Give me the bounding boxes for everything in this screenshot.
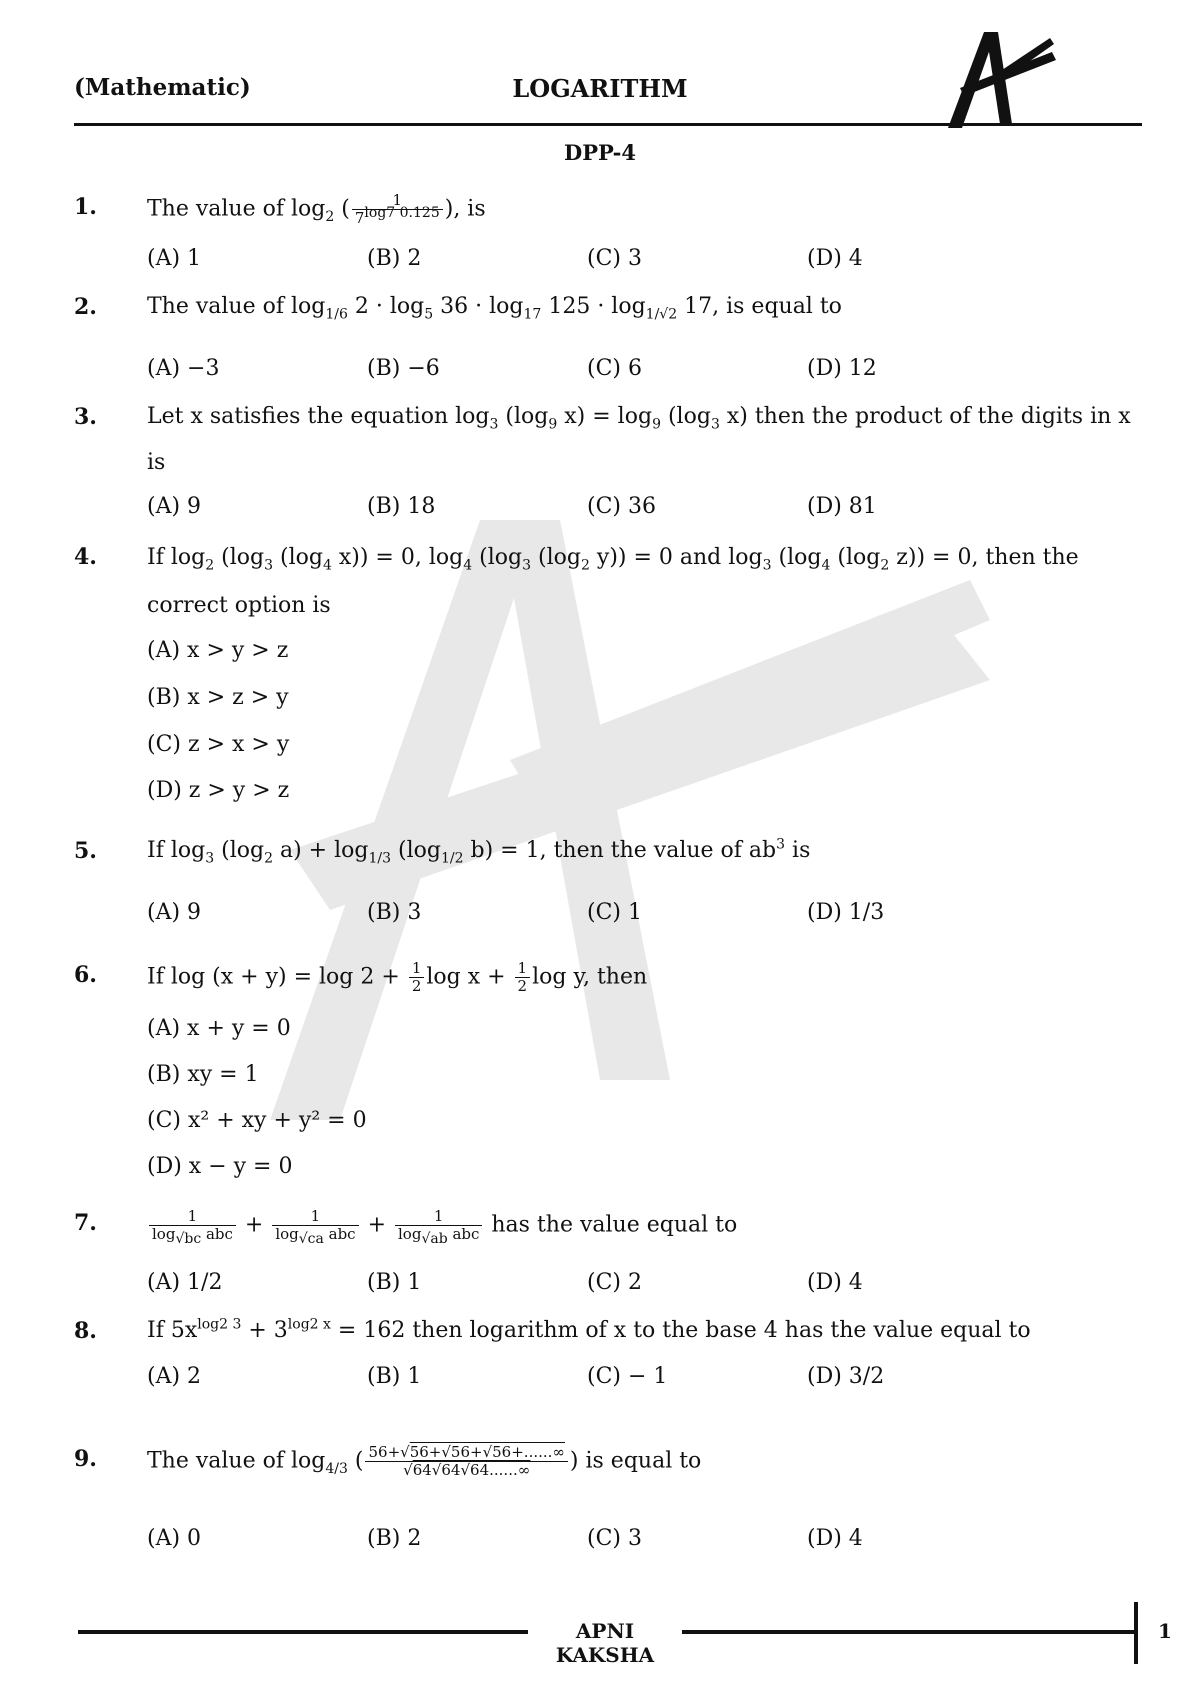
option-b: (B) 1: [367, 1270, 422, 1295]
option-c: (C) z > x > y: [147, 732, 290, 757]
option-d: (D) x − y = 0: [147, 1154, 293, 1179]
options-2: [147, 354, 1137, 384]
question-text: The value of $\log_{4/3}$ ( $\frac{56+√56+√56+√56+......\infty}{√64√64√64......\infty}$ ) is equal to: [147, 1443, 702, 1479]
option-a: (A) −3: [147, 356, 220, 381]
option-b: (B) 1: [367, 1364, 422, 1389]
option-a: (A) 0: [147, 1526, 202, 1551]
option-b: (B) x > z > y: [147, 685, 289, 710]
header-divider: [74, 123, 1142, 126]
option-a: (A) 1: [147, 246, 202, 271]
option-c: (C) 3: [587, 246, 642, 271]
question-text: If $\log_2 (\log_3$ ($\log_4$ x)) = 0, $\log_4 (\log_3$ ($\log_2$ y)) = 0 and $\log_3 (\log_4$ ($\log_2$ z)) = 0, then the correct option is: [147, 545, 1079, 618]
option-a: (A) 1/2: [147, 1270, 223, 1295]
option-c: (C) 36: [587, 494, 656, 519]
option-c: (C) x² + xy + y² = 0: [147, 1108, 367, 1133]
option-b: (B) xy = 1: [147, 1062, 259, 1087]
footer-line-right: [682, 1630, 1134, 1634]
question-text: If $\log_3 (\log_2$ $a) + \log_{1/3} (\log_{1/2}$ b) = 1, then the value of $ab^3$ is: [147, 836, 811, 867]
option-b: (B) 18: [367, 494, 436, 519]
option-c: (C) 1: [587, 900, 642, 925]
footer-brand: APNI KAKSHA: [555, 1619, 655, 1667]
option-d: (D) 1/3: [807, 900, 885, 925]
question-number: 1.: [74, 194, 97, 220]
option-b: (B) −6: [367, 356, 440, 381]
subject-label: (Mathematic): [74, 74, 251, 101]
question-number: 8.: [74, 1318, 97, 1344]
options-3: [147, 492, 1137, 522]
options-5: [147, 898, 1137, 928]
sheet-label: DPP-4: [564, 140, 636, 165]
option-c: (C) 3: [587, 1526, 642, 1551]
question-number: 9.: [74, 1446, 97, 1472]
option-c: (C) − 1: [587, 1364, 668, 1389]
option-d: (D) 81: [807, 494, 877, 519]
option-b: (B) 2: [367, 1526, 422, 1551]
option-b: (B) 2: [367, 246, 422, 271]
question-number: 7.: [74, 1210, 97, 1236]
option-a: (A) 2: [147, 1364, 202, 1389]
option-d: (D) 4: [807, 246, 863, 271]
option-a: (A) x > y > z: [147, 638, 289, 663]
option-c: (C) 2: [587, 1270, 642, 1295]
option-c: (C) 6: [587, 356, 642, 381]
question-text: The value of $\log_2$ ( $\frac{1}{7^{log7 0.125}}$ ), is: [147, 191, 486, 227]
question-text: The value of $\log_{1/6} 2 \cdot \log_5 36 \cdot \log_{17} 125 \cdot \log_{1/√2} 17$, is equal to: [147, 294, 842, 323]
option-a: (A) 9: [147, 900, 202, 925]
question-text: If $5x^{log2 3} + 3^{log2 x} = 162$ then logarithm of x to the base 4 has the value equal to: [147, 1316, 1031, 1343]
option-d: (D) 4: [807, 1270, 863, 1295]
question-number: 4.: [74, 544, 97, 570]
question-text: If log (x + y) = log 2 + $\frac{1}{2}$ log x + $\frac{1}{2}$ log y, then: [147, 959, 648, 995]
option-a: (A) 9: [147, 494, 202, 519]
page-title: LOGARITHM: [512, 74, 688, 103]
option-a: (A) x + y = 0: [147, 1016, 291, 1041]
question-text: $\frac{1}{\log_{√bc} abc}$ + $\frac{1}{\log_{√ca} abc}$ + $\frac{1}{\log_{√ab} abc}$ has the value equal to: [147, 1208, 1137, 1243]
options-7: [147, 1268, 1137, 1298]
options-1: [147, 244, 1137, 274]
option-d: (D) 3/2: [807, 1364, 885, 1389]
option-d: (D) z > y > z: [147, 778, 290, 803]
question-text: Let x satisfies the equation $\log_3 (\log_9$ $x) = \log_9 (\log_3$ x) then the product of the digits in x is: [147, 404, 1131, 475]
question-number: 3.: [74, 404, 97, 430]
question-number: 2.: [74, 294, 97, 320]
question-number: 6.: [74, 962, 97, 988]
option-d: (D) 12: [807, 356, 877, 381]
question-number: 5.: [74, 838, 97, 864]
footer-line-left: [78, 1630, 528, 1634]
footer-vertical-bar: [1134, 1602, 1138, 1664]
options-8: [147, 1362, 1137, 1392]
page-number: 1: [1158, 1619, 1172, 1643]
option-d: (D) 4: [807, 1526, 863, 1551]
option-b: (B) 3: [367, 900, 422, 925]
options-9: [147, 1524, 1137, 1554]
